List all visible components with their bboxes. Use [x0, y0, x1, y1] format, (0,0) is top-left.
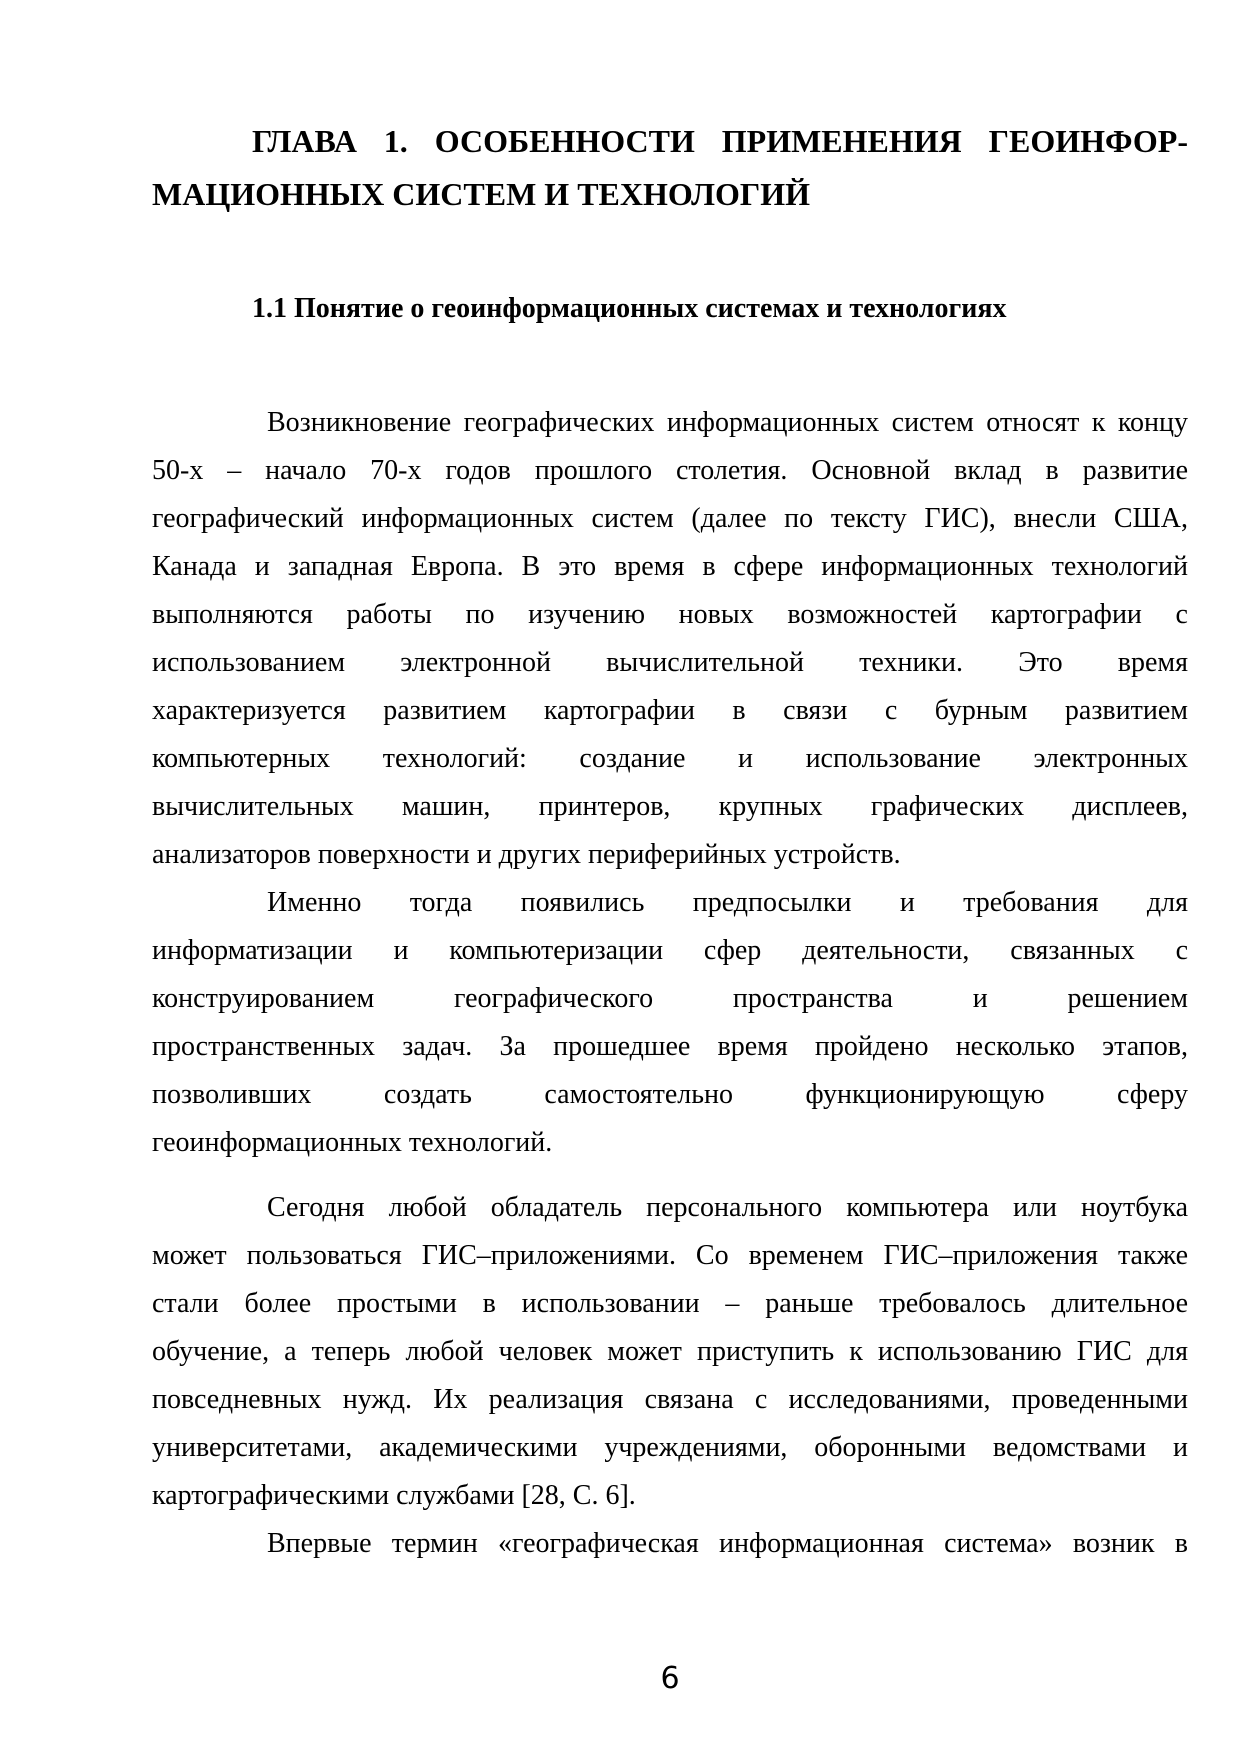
paragraph-line: Именно тогда появились предпосылки и требования для [267, 887, 1188, 918]
paragraph-line: пространственных задач. За прошедшее время пройдено несколько этапов, [152, 1031, 1188, 1062]
paragraph-line: может пользоваться ГИС–приложениями. Со временем ГИС–приложения также [152, 1240, 1188, 1271]
paragraph-3 [152, 1184, 1188, 1520]
section-heading: 1.1 Понятие о геоинформационных системах и технологиях [252, 293, 1007, 324]
paragraph-line: картографическими службами [28, С. 6]. [152, 1480, 636, 1511]
chapter-title-line-1: ГЛАВА 1. ОСОБЕННОСТИ ПРИМЕНЕНИЯ ГЕОИНФОР- [252, 123, 1188, 159]
paragraph-line: геоинформационных технологий. [152, 1127, 553, 1158]
paragraph-line: характеризуется развитием картографии в связи с бурным развитием [152, 695, 1188, 726]
paragraph-line: обучение, а теперь любой человек может приступить к использованию ГИС для [152, 1336, 1188, 1367]
paragraph-line: Сегодня любой обладатель персонального компьютера или ноутбука [267, 1192, 1188, 1223]
paragraph-line: Канада и западная Европа. В это время в сфере информационных технологий [152, 551, 1188, 582]
paragraph-line: позволивших создать самостоятельно функционирующую сферу [152, 1079, 1188, 1110]
paragraph-line: повседневных нужд. Их реализация связана с исследованиями, проведенными [152, 1384, 1188, 1415]
paragraph-line: университетами, академическими учреждениями, оборонными ведомствами и [152, 1432, 1188, 1463]
paragraph-line: информатизации и компьютеризации сфер деятельности, связанных с [152, 935, 1188, 966]
paragraph-2 [152, 879, 1188, 1167]
paragraph-line: анализаторов поверхности и других периферийных устройств. [152, 839, 901, 870]
paragraph-line: выполняются работы по изучению новых возможностей картографии с [152, 599, 1188, 630]
paragraph-line: Возникновение географических информационных систем относят к концу [267, 407, 1188, 438]
paragraph-line: географический информационных систем (далее по тексту ГИС), внесли США, [152, 503, 1188, 534]
page-number: 6 [660, 1661, 680, 1696]
page-content [152, 0, 1188, 1755]
paragraph-line: компьютерных технологий: создание и использование электронных [152, 743, 1188, 774]
paragraph-line: Впервые термин «географическая информационная система» возник в [267, 1528, 1188, 1559]
paragraph-line: вычислительных машин, принтеров, крупных графических дисплеев, [152, 791, 1188, 822]
paragraph-line: 50-х – начало 70-х годов прошлого столетия. Основной вклад в развитие [152, 455, 1188, 486]
paragraph-line: стали более простыми в использовании – раньше требовалось длительное [152, 1288, 1188, 1319]
paragraph-4 [152, 1520, 1188, 1568]
chapter-title-line-2: МАЦИОННЫХ СИСТЕМ И ТЕХНОЛОГИЙ [152, 176, 811, 212]
paragraph-line: использованием электронной вычислительной техники. Это время [152, 647, 1188, 678]
body-text [152, 399, 1188, 1568]
chapter-title [152, 115, 1188, 221]
paragraph-1 [152, 399, 1188, 879]
paragraph-line: конструированием географического пространства и решением [152, 983, 1188, 1014]
